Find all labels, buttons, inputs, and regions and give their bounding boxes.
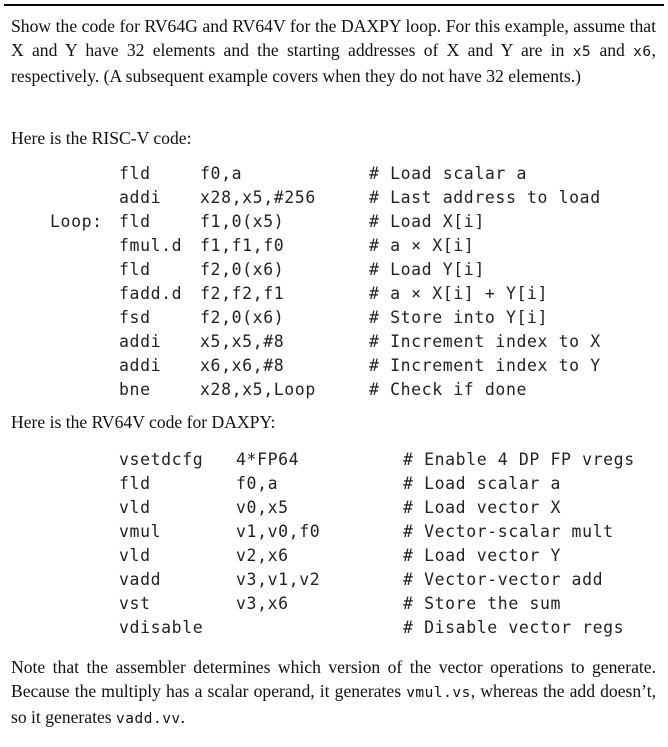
code-op: fadd.d bbox=[119, 284, 183, 303]
code-comment: # Last address to load bbox=[369, 188, 601, 207]
code-op: addi bbox=[119, 188, 162, 207]
note-paragraph bbox=[11, 655, 656, 731]
code-args: x5,x5,#8 bbox=[200, 332, 285, 351]
code-op: fld bbox=[119, 212, 151, 231]
code-args: f2,0(x6) bbox=[200, 308, 285, 327]
code-comment: # Load scalar a bbox=[403, 474, 562, 493]
code-args: f1,0(x5) bbox=[200, 212, 285, 231]
intro-text-3: , respectively. (A subsequent example covers when they do not have 32 elements.) bbox=[11, 40, 657, 86]
code-op: vadd bbox=[119, 570, 162, 589]
riscv_code-line bbox=[0, 210, 668, 234]
code-op: addi bbox=[119, 332, 162, 351]
riscv_code-line bbox=[0, 330, 668, 354]
code-args: f0,a bbox=[200, 164, 243, 183]
code-op: fmul.d bbox=[119, 236, 183, 255]
code-op: fld bbox=[119, 474, 151, 493]
riscv_code-line bbox=[0, 162, 668, 186]
riscv_code-line bbox=[0, 354, 668, 378]
code-comment: # Increment index to Y bbox=[369, 356, 601, 375]
code-comment: # Increment index to X bbox=[369, 332, 601, 351]
code-args: v1,v0,f0 bbox=[236, 522, 321, 541]
code-comment: # Load scalar a bbox=[369, 164, 528, 183]
intro-reg-x6: x6 bbox=[633, 44, 652, 60]
code-comment: # a × X[i] + Y[i] bbox=[369, 284, 549, 303]
rv64v_code-line bbox=[0, 592, 668, 616]
code-args: v0,x5 bbox=[236, 498, 289, 517]
code-args: 4*FP64 bbox=[236, 450, 300, 469]
intro-reg-x5: x5 bbox=[572, 44, 592, 60]
code-args: f1,f1,f0 bbox=[200, 236, 285, 255]
code-args: x6,x6,#8 bbox=[200, 356, 285, 375]
code-label: Loop: bbox=[50, 212, 103, 231]
code-op: vmul bbox=[119, 522, 162, 541]
code-args: v3,x6 bbox=[236, 594, 289, 613]
code-comment: # Load X[i] bbox=[369, 212, 485, 231]
code-comment: # Load vector Y bbox=[403, 546, 562, 565]
code-comment: # a × X[i] bbox=[369, 236, 475, 255]
rv64v_code-line bbox=[0, 496, 668, 520]
code-op: vdisable bbox=[119, 618, 204, 637]
code-op: fld bbox=[119, 164, 151, 183]
riscv_code-line bbox=[0, 306, 668, 330]
riscv_code-line bbox=[0, 282, 668, 306]
intro-text-2: and bbox=[591, 40, 634, 60]
code-comment: # Vector-scalar mult bbox=[403, 522, 614, 541]
rv64v_code-line bbox=[0, 448, 668, 472]
code-op: fld bbox=[119, 260, 151, 279]
code-op: vld bbox=[119, 546, 151, 565]
code-op: vsetdcfg bbox=[119, 450, 204, 469]
code-op: bne bbox=[119, 380, 151, 399]
rv64v_code-line bbox=[0, 472, 668, 496]
code-comment: # Disable vector regs bbox=[403, 618, 625, 637]
code-args: v2,x6 bbox=[236, 546, 289, 565]
rv64v_code-line bbox=[0, 544, 668, 568]
riscv-code-block bbox=[0, 162, 668, 402]
code-comment: # Enable 4 DP FP vregs bbox=[403, 450, 635, 469]
intro-text-1: Show the code for RV64G and RV64V for the DAXPY loop. For this example, assume that X and Y have 32 elements and the starting addresses of X and Y are in bbox=[11, 16, 656, 60]
rv64v_code-line bbox=[0, 568, 668, 592]
code-args: f2,0(x6) bbox=[200, 260, 285, 279]
code-op: fsd bbox=[119, 308, 151, 327]
code-op: addi bbox=[119, 356, 162, 375]
note-text-3: . bbox=[180, 707, 186, 727]
note-text-1: Note that the assembler determines which version of the vector operations to generate. Because the multiply has a scalar operand, it generates bbox=[11, 657, 656, 701]
code-args: f0,a bbox=[236, 474, 279, 493]
rv64v-code-block bbox=[0, 448, 668, 640]
riscv-heading: Here is the RISC-V code: bbox=[11, 128, 192, 148]
code-args: f2,f2,f1 bbox=[200, 284, 285, 303]
code-comment: # Store the sum bbox=[403, 594, 562, 613]
riscv_code-line bbox=[0, 378, 668, 402]
code-op: vld bbox=[119, 498, 151, 517]
riscv_code-line bbox=[0, 258, 668, 282]
code-args: x28,x5,#256 bbox=[200, 188, 316, 207]
code-args: v3,v1,v2 bbox=[236, 570, 321, 589]
code-comment: # Vector-vector add bbox=[403, 570, 604, 589]
code-args: x28,x5,Loop bbox=[200, 380, 316, 399]
code-comment: # Store into Y[i] bbox=[369, 308, 549, 327]
code-comment: # Load vector X bbox=[403, 498, 562, 517]
rv64v_code-line bbox=[0, 520, 668, 544]
riscv_code-line bbox=[0, 186, 668, 210]
note-vmul-vs: vmul.vs bbox=[406, 685, 471, 701]
note-vadd-vv: vadd.vv bbox=[116, 711, 181, 727]
code-op: vst bbox=[119, 594, 151, 613]
code-comment: # Load Y[i] bbox=[369, 260, 485, 279]
intro-paragraph bbox=[11, 14, 656, 88]
code-comment: # Check if done bbox=[369, 380, 528, 399]
rv64v-heading: Here is the RV64V code for DAXPY: bbox=[11, 412, 276, 432]
rv64v_code-line bbox=[0, 616, 668, 640]
top-rule bbox=[4, 4, 664, 6]
note-text-2: , whereas the add doesn’t, so it generates bbox=[11, 681, 656, 727]
riscv_code-line bbox=[0, 234, 668, 258]
